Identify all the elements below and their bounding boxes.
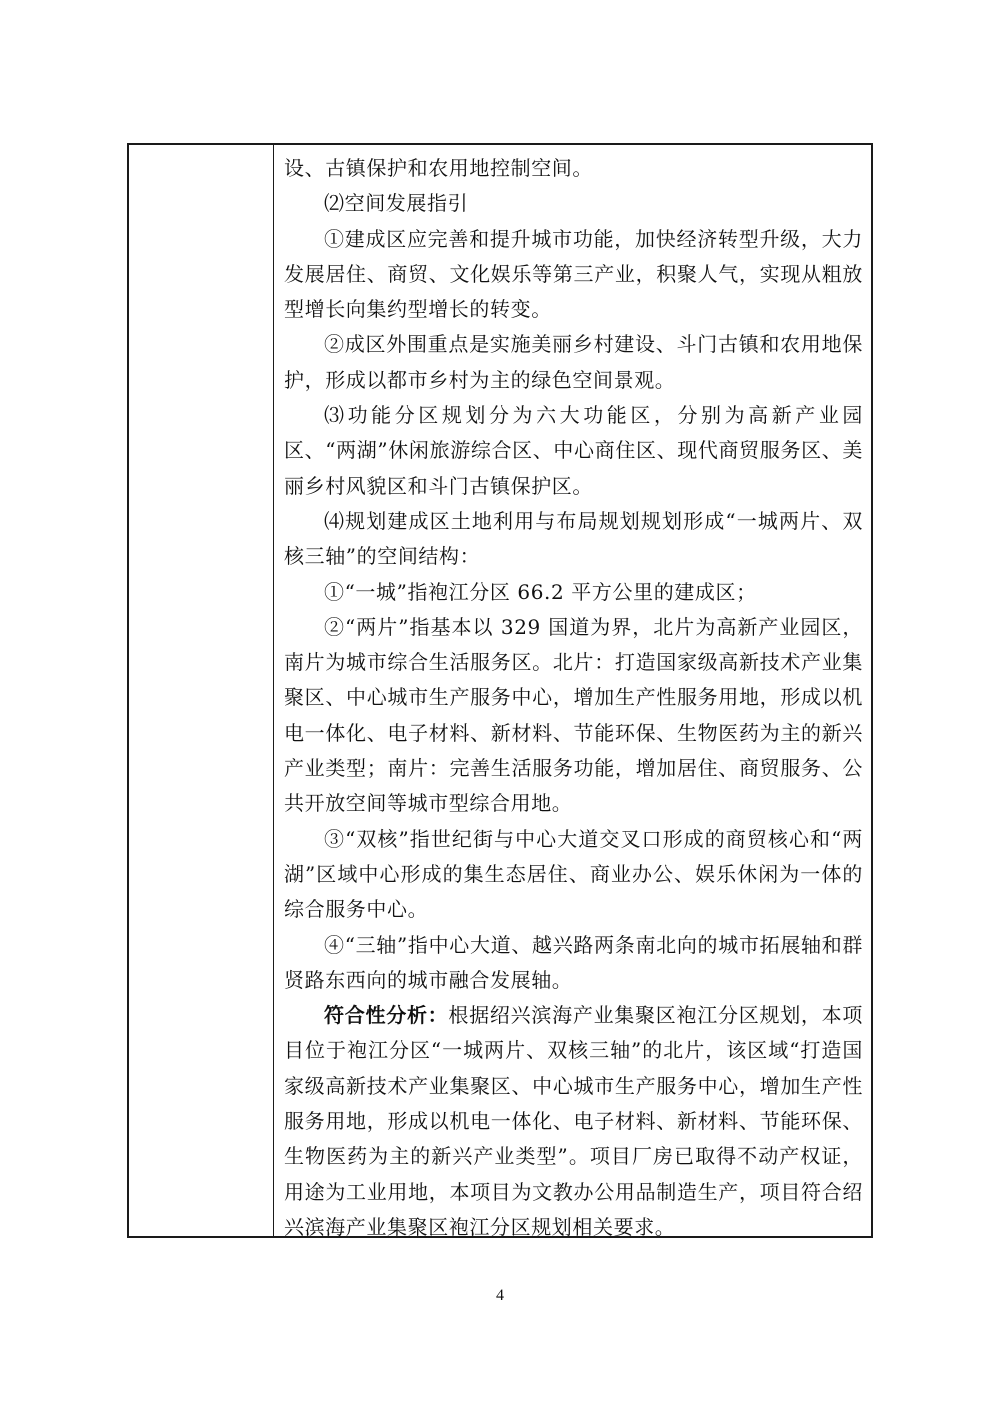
analysis-label: 符合性分析：	[324, 1003, 449, 1028]
paragraph: ①建成区应完善和提升城市功能，加快经济转型升级，大力发展居住、商贸、文化娱乐等第三产业，积聚人气，实现从粗放型增长向集约型增长的转变。	[284, 226, 863, 322]
table-label-cell	[129, 145, 274, 1236]
paragraph: ③“双核”指世纪街与中心大道交叉口形成的商贸核心和“两湖”区域中心形成的集生态居住、商业办公、娱乐休闲为一体的综合服务中心。	[284, 826, 863, 922]
paragraph: ①“一城”指袍江分区 66.2 平方公里的建成区；	[324, 579, 757, 604]
paragraph: ⑵空间发展指引	[324, 191, 469, 216]
paragraph: ②成区外围重点是实施美丽乡村建设、斗门古镇和农用地保护，形成以都市乡村为主的绿色空间景观。	[284, 332, 863, 392]
table-content-cell	[274, 145, 871, 1239]
analysis-paragraph	[284, 998, 863, 1245]
paragraph: ⑶功能分区规划分为六大功能区，分别为高新产业园区、“两湖”休闲旅游综合区、中心商住区、现代商贸服务区、美丽乡村风貌区和斗门古镇保护区。	[284, 403, 863, 498]
page-number: 4	[496, 1287, 504, 1304]
paragraph: ⑷规划建成区土地利用与布局规划规划形成“一城两片、双核三轴”的空间结构：	[284, 508, 863, 569]
paragraph: ④“三轴”指中心大道、越兴路两条南北向的城市拓展轴和群贤路东西向的城市融合发展轴。	[284, 932, 863, 992]
paragraph: ②“两片”指基本以 329 国道为界，北片为高新产业园区，南片为城市综合生活服务区。北片：打造国家级高新技术产业集聚区、中心城市生产服务中心，增加生产性服务用地，形成以机电一体化、电子材料、新材料、节能环保、生物医药为主的新兴产业类型；南片：完善生活服务功能，增加居住、商贸服务、公共开放空间等城市型综合用地。	[284, 614, 863, 816]
content-table	[127, 143, 873, 1238]
paragraph: 设、古镇保护和农用地控制空间。	[284, 156, 593, 180]
analysis-text: 根据绍兴滨海产业集聚区袍江分区规划，本项目位于袍江分区“一城两片、双核三轴”的北片，该区域“打造国家级高新技术产业集聚区、中心城市生产服务中心，增加生产性服务用地，形成以机电一体化、电子材料、新材料、节能环保、生物医药为主的新兴产业类型”。项目厂房已取得不动产权证，用途为工业用地，本项目为文教办公用品制造生产，项目符合绍兴滨海产业集聚区袍江分区规划相关要求。	[284, 1003, 863, 1239]
